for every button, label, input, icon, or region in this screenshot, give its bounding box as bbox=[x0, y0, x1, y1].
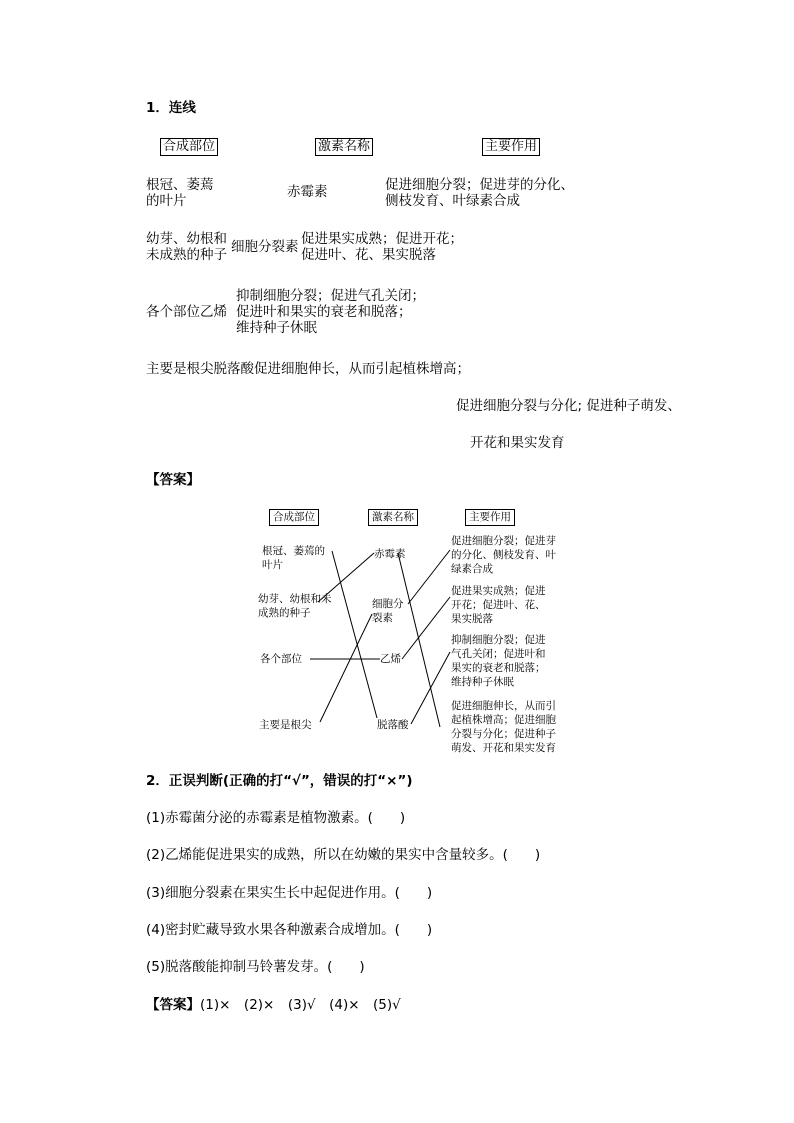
extra-right-1: 促进细胞分裂与分化; 促进种子萌发、 bbox=[456, 398, 681, 414]
diagram-function-1a: 促进细胞分裂；促进芽 bbox=[451, 535, 556, 547]
diagram-site-3: 各个部位 bbox=[260, 653, 302, 665]
diagram-function-2a: 促进果实成熟；促进 bbox=[451, 585, 546, 597]
diagram-header-site: 合成部位 bbox=[269, 509, 319, 526]
q2-item-5: (5)脱落酸能抑制马铃薯发芽。( ) bbox=[146, 959, 365, 975]
diagram-hormone-gibberellin: 赤霉素 bbox=[374, 548, 406, 560]
q2-answer: (1)× (2)× (3)√ (4)× (5)√ bbox=[200, 997, 401, 1013]
diagram-hormone-cytokinin-a: 细胞分 bbox=[372, 598, 404, 610]
site-2b: 未成熟的种子 bbox=[146, 247, 227, 263]
header-hormone: 激素名称 bbox=[315, 138, 373, 156]
function-1a: 促进细胞分裂；促进芽的分化、 bbox=[385, 177, 574, 193]
site-2a: 幼芽、幼根和 bbox=[146, 231, 227, 247]
diagram-site-1b: 叶片 bbox=[262, 559, 283, 571]
q2-title: 2．正误判断(正确的打“√”，错误的打“×”) bbox=[146, 773, 413, 789]
diagram-function-4b: 起植株增高；促进细胞 bbox=[451, 714, 556, 726]
header-site: 合成部位 bbox=[160, 138, 218, 156]
function-2a: 促进果实成熟；促进开花； bbox=[301, 231, 463, 247]
header-function: 主要作用 bbox=[482, 138, 540, 156]
diagram-hormone-ethylene: 乙烯 bbox=[380, 653, 401, 665]
q2-item-2: (2)乙烯能促进果实的成熟，所以在幼嫩的果实中含量较多。( ) bbox=[146, 847, 541, 863]
diagram-function-4a: 促进细胞伸长，从而引 bbox=[451, 700, 556, 712]
diagram-header-function: 主要作用 bbox=[465, 509, 515, 526]
q2-item-3: (3)细胞分裂素在果实生长中起促进作用。( ) bbox=[146, 885, 433, 901]
line-root-cap-to-abscisic bbox=[332, 551, 377, 718]
diagram-function-3d: 维持种子休眠 bbox=[451, 676, 514, 688]
diagram-hormone-abscisic: 脱落酸 bbox=[377, 719, 409, 731]
function-3c: 维持种子休眠 bbox=[236, 320, 317, 336]
function-2b: 促进叶、花、果实脱落 bbox=[301, 247, 436, 263]
diagram-function-3b: 气孔关闭；促进叶和 bbox=[451, 648, 546, 660]
diagram-site-1a: 根冠、萎蔫的 bbox=[262, 545, 325, 557]
q2-answer-label: 【答案】 bbox=[146, 997, 200, 1013]
diagram-function-4d: 萌发、开花和果实发育 bbox=[451, 742, 556, 754]
q1-title: 1．连线 bbox=[146, 100, 196, 116]
function-1b: 侧枝发育、叶绿素合成 bbox=[385, 193, 520, 209]
site-1b: 的叶片 bbox=[146, 193, 187, 209]
diagram-function-2c: 果实脱落 bbox=[451, 613, 493, 625]
diagram-function-3c: 果实的衰老和脱落； bbox=[451, 662, 546, 674]
site-1a: 根冠、萎蔫 bbox=[146, 177, 214, 193]
line-young-to-gibberellin bbox=[318, 553, 374, 602]
extra-right-2: 开花和果实发育 bbox=[470, 435, 565, 451]
diagram-header-hormone: 激素名称 bbox=[368, 509, 418, 526]
diagram-function-2b: 开花；促进叶、花、 bbox=[451, 599, 546, 611]
diagram-function-1b: 的分化、侧枝发育、叶 bbox=[451, 549, 556, 561]
function-3b: 促进叶和果实的衰老和脱落； bbox=[236, 304, 412, 320]
q2-item-4: (4)密封贮藏导致水果各种激素合成增加。( ) bbox=[146, 922, 433, 938]
line-cytokinin-to-division bbox=[408, 550, 450, 604]
q2-item-1: (1)赤霉菌分泌的赤霉素是植物激素。( ) bbox=[146, 810, 406, 826]
answer-label-1: 【答案】 bbox=[146, 472, 200, 488]
extra-line: 主要是根尖脱落酸促进细胞伸长，从而引起植株增高； bbox=[146, 361, 470, 377]
hormone-cytokinin: 细胞分裂素 bbox=[231, 239, 299, 255]
diagram-function-1c: 绿素合成 bbox=[451, 563, 493, 575]
diagram-site-2a: 幼芽、幼根和未 bbox=[258, 593, 332, 605]
diagram-function-3a: 抑制细胞分裂；促进 bbox=[451, 634, 546, 646]
diagram-hormone-cytokinin-b: 裂素 bbox=[372, 612, 393, 624]
line-abscisic-to-inhibit bbox=[411, 652, 450, 724]
site-3: 各个部位乙烯 bbox=[146, 304, 227, 320]
diagram-site-4: 主要是根尖 bbox=[259, 719, 312, 731]
hormone-gibberellin: 赤霉素 bbox=[287, 184, 328, 200]
line-ethylene-to-ripening bbox=[402, 597, 450, 659]
line-root-tip-to-cytokinin bbox=[320, 614, 372, 722]
function-3a: 抑制细胞分裂；促进气孔关闭； bbox=[236, 288, 425, 304]
line-gibberellin-to-elongation bbox=[398, 553, 440, 727]
diagram-site-2b: 成熟的种子 bbox=[258, 607, 311, 619]
diagram-function-4c: 分裂与分化；促进种子 bbox=[451, 728, 556, 740]
